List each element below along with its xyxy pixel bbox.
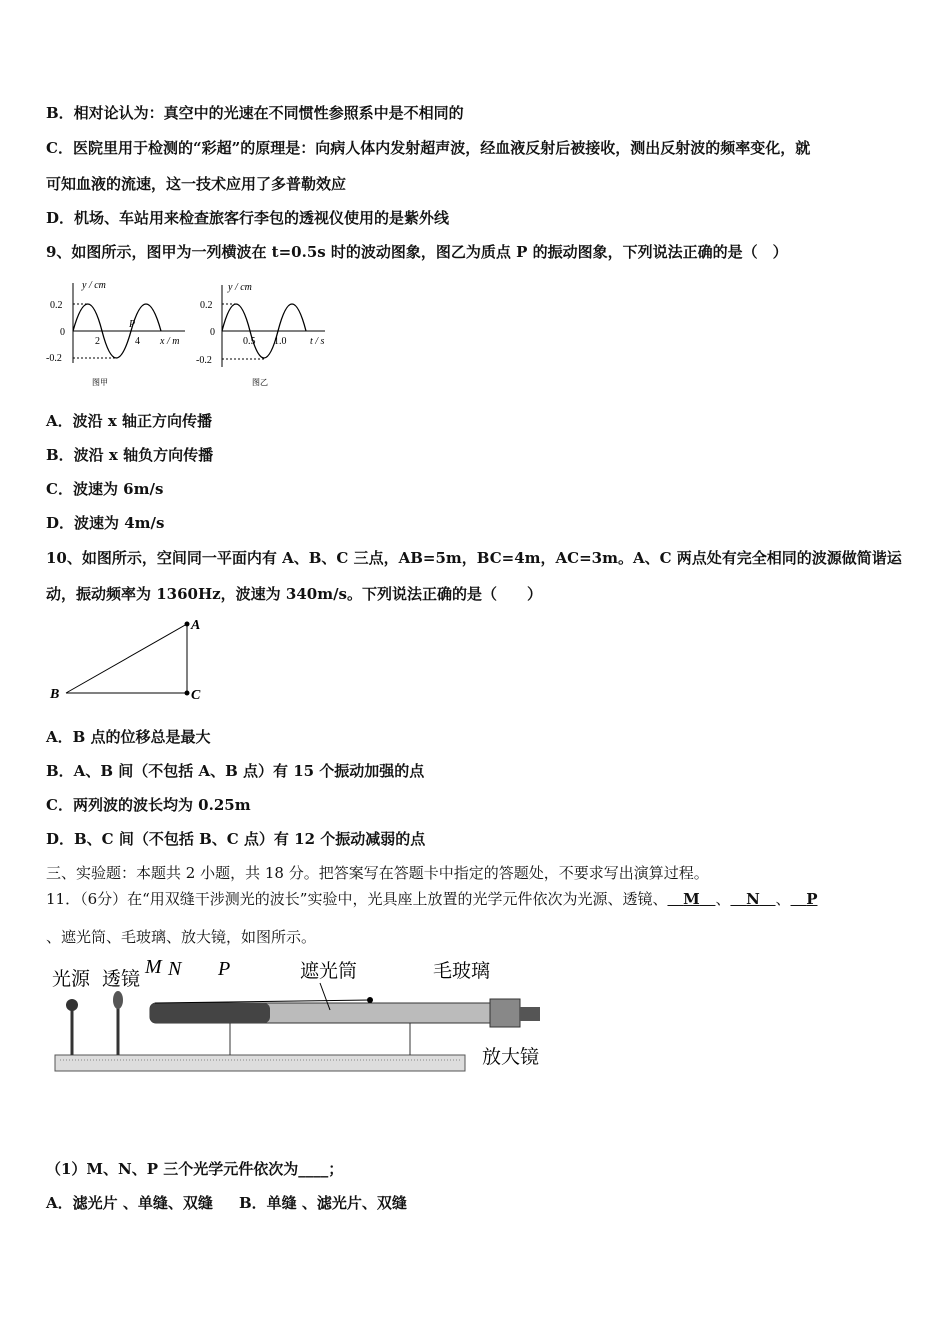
svg-text:毛玻璃: 毛玻璃 <box>433 961 491 982</box>
svg-text:y / cm: y / cm <box>228 282 252 293</box>
svg-text:0: 0 <box>210 327 215 338</box>
svg-text:2: 2 <box>95 336 100 347</box>
q11-subquestion-1: （1）M、N、P 三个光学元件依次为____； <box>46 1160 344 1178</box>
q11-option-b[interactable]: B．单缝 、滤光片、双缝 <box>239 1194 407 1212</box>
svg-text:放大镜: 放大镜 <box>482 1047 540 1068</box>
wave-graph <box>46 280 185 387</box>
q8-option-c-line2: 可知血液的流速，这一技术应用了多普勒效应 <box>46 175 347 193</box>
svg-text:0: 0 <box>60 327 65 338</box>
q8-option-d: D．机场、车站用来检查旅客行李包的透视仪使用的是紫外线 <box>46 209 450 227</box>
apparatus-figure <box>50 955 550 1085</box>
q11-option-a[interactable]: A．滤光片 、单缝、双缝 <box>46 1194 213 1212</box>
svg-text:透镜: 透镜 <box>102 969 141 990</box>
q10-stem-line2: 动，振动频率为 1360Hz，波速为 340m/s。下列说法正确的是（ ） <box>46 585 542 603</box>
q9-figures <box>40 275 340 390</box>
svg-text:N: N <box>168 958 182 980</box>
svg-text:y / cm: y / cm <box>82 280 106 291</box>
svg-text:B: B <box>50 687 60 702</box>
q8-option-c-line1: C．医院里用于检测的“彩超”的原理是：向病人体内发射超声波，经血液反射后被接收，测出反射波的频率变化，就 <box>46 139 811 157</box>
q10-option-c[interactable]: C．两列波的波长均为 0.25m <box>46 796 251 814</box>
svg-text:遮光筒: 遮光筒 <box>300 961 358 982</box>
svg-text:0.2: 0.2 <box>200 300 213 311</box>
svg-text:图甲: 图甲 <box>92 378 108 387</box>
q10-option-a[interactable]: A．B 点的位移总是最大 <box>46 728 211 746</box>
q9-option-b[interactable]: B．波沿 x 轴负方向传播 <box>46 446 214 464</box>
q9-option-c[interactable]: C．波速为 6m/s <box>46 480 164 498</box>
svg-text:光源: 光源 <box>52 969 91 990</box>
vibration-graph <box>196 282 325 387</box>
triangle-figure <box>40 612 220 707</box>
svg-text:A: A <box>191 618 201 633</box>
q10-stem-line1: 10、如图所示，空间同一平面内有 A、B、C 三点，AB=5m，BC=4m，AC=3m。A、C 两点处有完全相同的波源做简谐运 <box>46 549 902 567</box>
svg-text:0.2: 0.2 <box>50 300 63 311</box>
q10-option-d[interactable]: D．B、C 间（不包括 B、C 点）有 12 个振动减弱的点 <box>46 830 426 848</box>
svg-text:x / m: x / m <box>160 336 180 347</box>
svg-text:-0.2: -0.2 <box>46 353 62 364</box>
svg-text:M: M <box>145 956 162 978</box>
q11-stem-line1: 11．（6分）在“用双缝干涉测光的波长”实验中，光具座上放置的光学元件依次为光源、透镜、 M 、 N 、 P <box>46 890 818 908</box>
q8-option-b: B．相对论认为：真空中的光速在不同惯性参照系中是不相同的 <box>46 104 464 122</box>
svg-text:P: P <box>129 319 136 330</box>
q11-options <box>46 1192 407 1213</box>
svg-text:4: 4 <box>135 336 140 347</box>
svg-text:-0.2: -0.2 <box>196 355 212 366</box>
svg-text:0.5: 0.5 <box>243 336 256 347</box>
svg-text:t / s: t / s <box>310 336 325 347</box>
q11-stem-line2: 、遮光筒、毛玻璃、放大镜，如图所示。 <box>46 928 317 946</box>
q9-option-a[interactable]: A．波沿 x 轴正方向传播 <box>46 412 213 430</box>
section-3-heading: 三、实验题：本题共 2 小题，共 18 分。把答案写在答题卡中指定的答题处，不要求写出演算过程。 <box>46 864 709 882</box>
svg-text:图乙: 图乙 <box>252 378 268 387</box>
svg-text:C: C <box>191 688 201 703</box>
svg-text:P: P <box>218 958 231 980</box>
q10-option-b[interactable]: B．A、B 间（不包括 A、B 点）有 15 个振动加强的点 <box>46 762 425 780</box>
q9-option-d[interactable]: D．波速为 4m/s <box>46 514 165 532</box>
svg-text:1.0: 1.0 <box>274 336 287 347</box>
q9-stem: 9、如图所示，图甲为一列横波在 t=0.5s 时的波动图象，图乙为质点 P 的振动图象，下列说法正确的是（ ） <box>46 243 788 261</box>
